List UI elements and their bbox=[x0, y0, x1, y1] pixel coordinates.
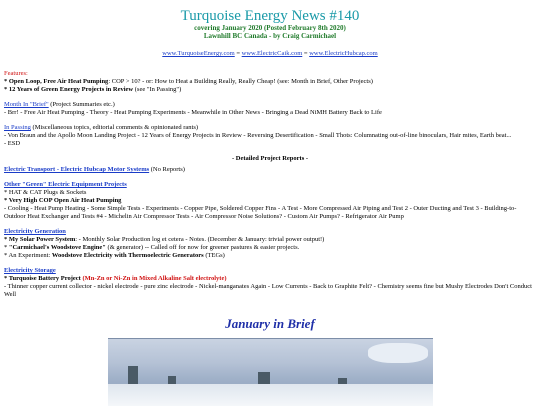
link-electricity-storage[interactable]: Electricity Storage bbox=[4, 267, 56, 274]
table-of-contents bbox=[0, 70, 540, 299]
in-passing-topics-2: - ESD bbox=[4, 140, 21, 147]
heat-pump-topics: - Cooling - Heat Pump Heating - Some Simple Tests - Experiments - Copper Pipe, Soldered Copper Fins - A Test - More Compressed Air Piping and Test 2 - Outer Ducting and Test 3 - Building-to-Outdoor Heat Exchanger and Tests #4 - Michelin Air Compressor Tests - Air Compressor Noise Solutions? - Custom Air Pumps? - Refrigerator Air Pump bbox=[4, 205, 517, 220]
list-item: * Turquoise Battery Project (Mn-Zn or Ni-Zn in Mixed Alkaline Salt electrolyte) bbox=[4, 275, 227, 282]
other-green-section bbox=[4, 181, 536, 221]
newsletter-title: Turquoise Energy News #140 bbox=[180, 8, 360, 24]
link-other-green[interactable]: Other "Green" Electric Equipment Projects bbox=[4, 181, 127, 188]
snow-scene-photo bbox=[108, 338, 433, 406]
feature-item: * 12 Years of Green Energy Projects in Review (see "In Passing") bbox=[4, 86, 182, 93]
in-passing-section: In Passing (Miscellaneous topics, editorial comments & opinionated rants) - Von Braun and the Apollo Moon Landing Project - 12 Years of Energy Projects in Review - Reversing Desertification - Small Thots: Columnating out-of-line binoculars, Hair mites, Earth beat... - ESD bbox=[4, 124, 536, 148]
link-electricity-generation[interactable]: Electricity Generation bbox=[4, 228, 66, 235]
feature-item: * Open Loop, Free Air Heat Pumping: COP > 10? - or: How to Heat a Building Really, Really Cheap! (see: Month in Brief, Other Projects) bbox=[4, 78, 373, 85]
site-links: www.TurquoiseEnergy.com = www.ElectricCaik.com = www.ElectricHubcap.com bbox=[162, 50, 378, 57]
detailed-reports-heading: - Detailed Project Reports - bbox=[231, 155, 309, 162]
newsletter-header bbox=[0, 0, 540, 58]
in-passing-topics: - Von Braun and the Apollo Moon Landing Project - 12 Years of Energy Projects in Review - Reversing Desertification - Small Thots: Columnating out-of-line binoculars, Hair mites, Earth beat... bbox=[4, 132, 512, 139]
month-in-brief-section: Month In "Brief" (Project Summaries etc.) - Brr! - Free Air Heat Pumping - Theory - Heat Pumping Experiments - Meanwhile in Other News - Bringing a Dead NiMH Battery Back to Life bbox=[4, 101, 536, 117]
link-electric-caik[interactable]: www.ElectricCaik.com bbox=[241, 50, 303, 57]
electricity-generation-section bbox=[4, 228, 536, 260]
cloud-shape bbox=[368, 343, 428, 363]
battery-topics: - Thinner copper current collector - nickel electrode - pure zinc electrode - Nickel-manganates Again - Low Currents - Back to Graphite Felt? - Chemistry seems fine but Mushy Electrodes Don't Conduct Well bbox=[4, 283, 532, 298]
link-electric-transport[interactable]: Electric Transport - Electric Hubcap Motor Systems bbox=[4, 166, 150, 173]
electric-transport-section: Electric Transport - Electric Hubcap Motor Systems (No Reports) bbox=[4, 166, 185, 173]
link-in-passing[interactable]: In Passing bbox=[4, 124, 31, 131]
snow-ground bbox=[108, 384, 433, 406]
link-turquoise-energy[interactable]: www.TurquoiseEnergy.com bbox=[162, 50, 235, 57]
month-in-brief-topics: - Brr! - Free Air Heat Pumping - Theory - Heat Pumping Experiments - Meanwhile in Other News - Bringing a Dead NiMH Battery Back to Life bbox=[4, 109, 382, 116]
covering-date: covering January 2020 (Posted February 8th 2020) bbox=[194, 24, 346, 32]
list-item: * HAT & CAT Plugs & Sockets bbox=[4, 189, 87, 196]
electricity-storage-section bbox=[4, 267, 536, 299]
list-item: * An Experiment: Woodstove Electricity with Thermoelectric Generators (TEGs) bbox=[4, 252, 225, 259]
link-electric-hubcap[interactable]: www.ElectricHubcap.com bbox=[309, 50, 378, 57]
features-heading: Features: bbox=[4, 70, 28, 77]
section-title: January in Brief bbox=[225, 316, 315, 331]
list-item: * "Carmichael's Woodstove Engine" (& generator) -- Called off for now for greener pastures & easier projects. bbox=[4, 244, 300, 251]
features-section bbox=[4, 70, 536, 94]
link-month-in-brief[interactable]: Month In "Brief" bbox=[4, 101, 49, 108]
list-item: * My Solar Power System: - Monthly Solar Production log et cetera - Notes. (December & January: trivial power output!) bbox=[4, 236, 325, 243]
list-item: * Very High COP Open Air Heat Pumping bbox=[4, 197, 122, 204]
author-location: Lawnhill BC Canada - by Craig Carmichael bbox=[203, 32, 337, 40]
